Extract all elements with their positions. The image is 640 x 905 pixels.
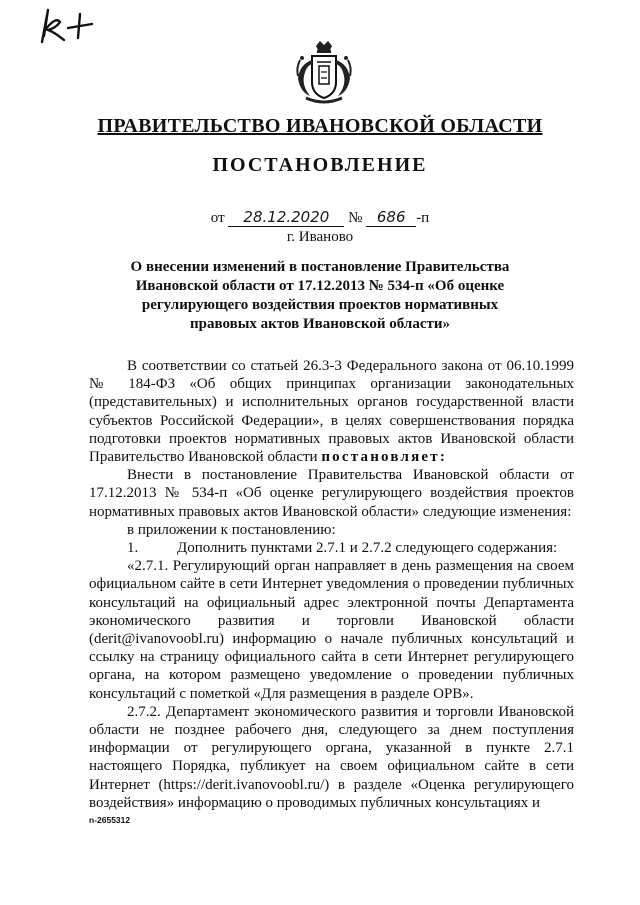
document-subject: О внесении изменений в постановление Правительства Ивановской области от 17.12.2013 № 534-п «Об оценке регулирующего воздействия проектов нормативных правовых актов Ивановской области» [130,259,510,332]
coat-of-arms-icon [292,38,356,108]
paragraph-2-7-1: «2.7.1. Регулирующий орган направляет в день размещения на своем официальном сайте в сети Интернет уведомления о проведении публичных консультаций на официальный адрес электронной почты Департамента экономического развития и торговли Ивановской области (derit@ivanovoobl.ru) информацию о начале публичных консультаций и ссылку на страницу официального сайта в сети Интернет регулирующего органа, на котором размещено уведомление о проведении публичных консультаций с пометкой «Для размещения в разделе ОРВ». [89,558,574,702]
appendix-paragraph: в приложении к постановлению: [127,521,336,538]
date-number-line [0,208,640,227]
document-number: 686 [366,208,416,227]
preamble-text: В соответствии со статьей 26.3-3 Федерального закона от 06.10.1999 № 184-ФЗ «Об общих принципах организации законодательных (представительных) и исполнительных органов государственной власти субъектов Российской Федерации», в целях совершенствования порядка подготовки проектов нормативных правовых актов Ивановской области Правительство Ивановской области [89,358,574,466]
handwritten-corner-mark [34,6,100,46]
item-1-text: Дополнить пунктами 2.7.1 и 2.7.2 следующего содержания: [177,540,558,557]
coat-of-arms [292,38,356,108]
document-date: 28.12.2020 [228,208,344,227]
decree-word: постановляет: [321,449,448,466]
government-title: ПРАВИТЕЛЬСТВО ИВАНОВСКОЙ ОБЛАСТИ [97,115,543,137]
number-suffix: -п [416,210,430,226]
document-type: ПОСТАНОВЛЕНИЕ [212,154,428,176]
paragraph-2-7-2: 2.7.2. Департамент экономического развития и торговли Ивановской области не позднее рабочего дня, следующего за днем поступления информации от регулирующего органа, указанной в пункте 2.7.1 настоящего Порядка, публикует на своем официальном сайте в сети Интернет (https://derit.ivanovoobl.ru/) в разделе «Оценка регулирующего воздействия» информацию о проводимых публичных консультациях и [89,703,574,811]
handwritten-mark-icon [34,6,100,46]
date-prefix: от [210,210,225,226]
preamble-paragraph [89,357,574,466]
item-1 [89,539,574,557]
footer-code: n-2655312 [89,815,131,825]
number-sign: № [348,210,363,226]
document-body [89,357,574,812]
item-1-number: 1. [127,540,139,557]
city: г. Иваново [286,229,354,245]
intro-paragraph: Внести в постановление Правительства Ивановской области от 17.12.2013 № 534-п «Об оценке регулирующего воздействия проектов нормативных правовых актов Ивановской области» следующие изменения: [89,467,574,520]
